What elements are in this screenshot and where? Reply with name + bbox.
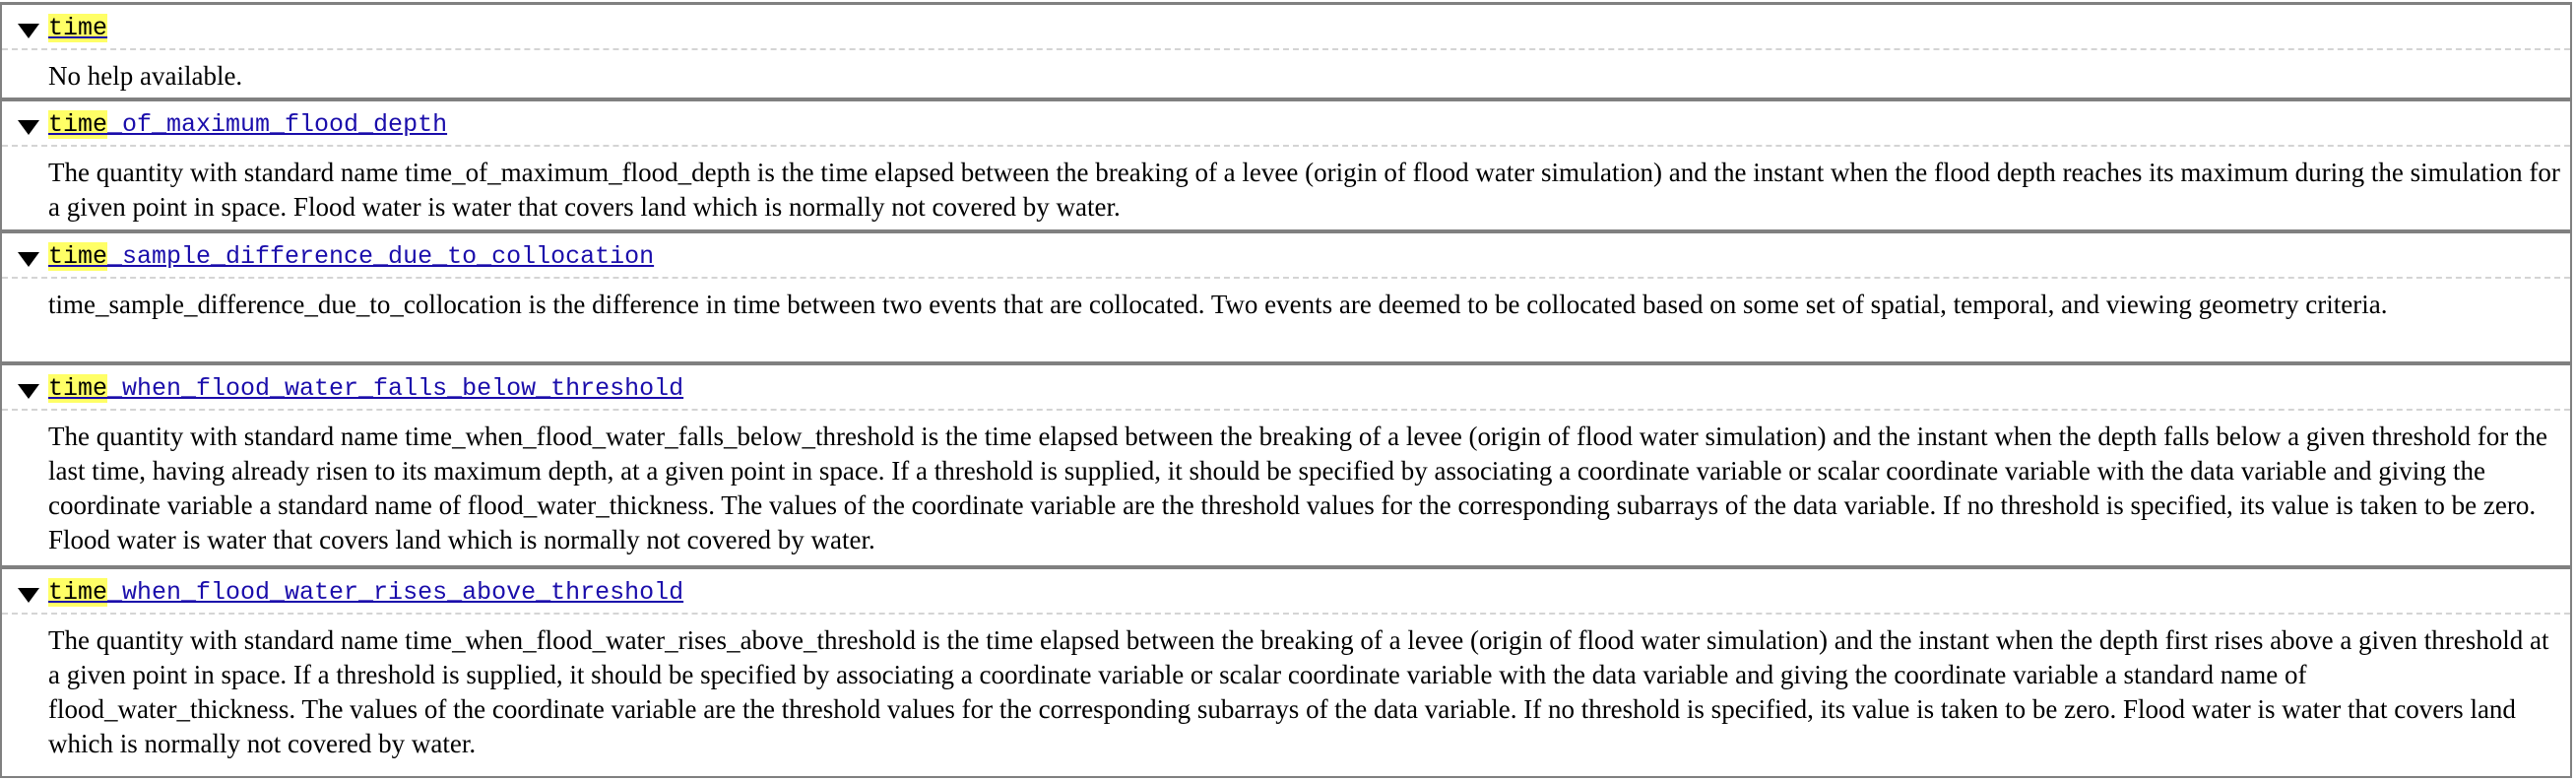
entry-time-when-flood-water-rises bbox=[0, 566, 2572, 778]
entry-description: The quantity with standard name time_of_maximum_flood_depth is the time elapsed between the breaking of a levee (origin of flood water simulation) and the instant when the flood depth reaches its maximum during the simulation for a given point in space. Flood water is water that covers land which is normally not covered by water. bbox=[48, 158, 2560, 222]
entry-name-rest: _when_flood_water_falls_below_threshold bbox=[107, 374, 684, 403]
search-highlight: time bbox=[48, 374, 108, 403]
entry-header[interactable] bbox=[2, 101, 2570, 147]
entry-header[interactable] bbox=[2, 569, 2570, 615]
entry-time-of-maximum-flood-depth bbox=[0, 98, 2572, 231]
entry-name-rest: _of_maximum_flood_depth bbox=[107, 110, 448, 139]
entry-header[interactable] bbox=[2, 5, 2570, 50]
entry-time-when-flood-water-falls bbox=[0, 362, 2572, 567]
entry-header[interactable] bbox=[2, 233, 2570, 279]
entry-description: No help available. bbox=[48, 61, 243, 91]
collapse-triangle-icon[interactable] bbox=[18, 384, 39, 399]
entry-name-rest: _sample_difference_due_to_collocation bbox=[107, 242, 655, 271]
entry-time bbox=[0, 2, 2572, 99]
entry-description: time_sample_difference_due_to_collocation is the difference in time between two events that are collocated. Two events are deemed to be collocated based on some set of spatial, temporal, and viewing geometry criteria. bbox=[48, 290, 2388, 319]
collapse-triangle-icon[interactable] bbox=[18, 588, 39, 603]
entry-name-rest: _when_flood_water_rises_above_threshold bbox=[107, 578, 684, 607]
entry-name-link[interactable] bbox=[48, 14, 107, 43]
entry-time-sample-difference bbox=[0, 230, 2572, 363]
search-highlight: time bbox=[48, 110, 108, 139]
search-highlight: time bbox=[48, 14, 108, 42]
entry-description: The quantity with standard name time_when_flood_water_rises_above_threshold is the time elapsed between the breaking of a levee (origin of flood water simulation) and the instant when the depth first rises above a given threshold at a given point in space. If a threshold is supplied, it should be specified by associating a coordinate variable or scalar coordinate variable with the data variable and giving the coordinate variable a standard name of flood_water_thickness. The values of the coordinate variable are the threshold values for the corresponding subarrays of the data variable. If no threshold is specified, its value is taken to be zero. Flood water is water that covers land which is normally not covered by water. bbox=[48, 625, 2549, 758]
entry-name-link[interactable] bbox=[48, 242, 654, 272]
search-highlight: time bbox=[48, 578, 108, 607]
entry-header[interactable] bbox=[2, 365, 2570, 411]
search-highlight: time bbox=[48, 242, 108, 271]
collapse-triangle-icon[interactable] bbox=[18, 252, 39, 267]
entry-name-link[interactable] bbox=[48, 110, 447, 140]
collapse-triangle-icon[interactable] bbox=[18, 24, 39, 38]
entry-name-link[interactable] bbox=[48, 374, 683, 404]
entry-description: The quantity with standard name time_when_flood_water_falls_below_threshold is the time elapsed between the breaking of a levee (origin of flood water simulation) and the instant when the depth falls below a given threshold for the last time, having already risen to its maximum depth, at a given point in space. If a threshold is supplied, it should be specified by associating a coordinate variable or scalar coordinate variable with the data variable and giving the coordinate variable a standard name of flood_water_thickness. The values of the coordinate variable are the threshold values for the corresponding subarrays of the data variable. If no threshold is specified, its value is taken to be zero. Flood water is water that covers land which is normally not covered by water. bbox=[48, 422, 2548, 554]
collapse-triangle-icon[interactable] bbox=[18, 120, 39, 135]
entry-name-link[interactable] bbox=[48, 578, 683, 608]
